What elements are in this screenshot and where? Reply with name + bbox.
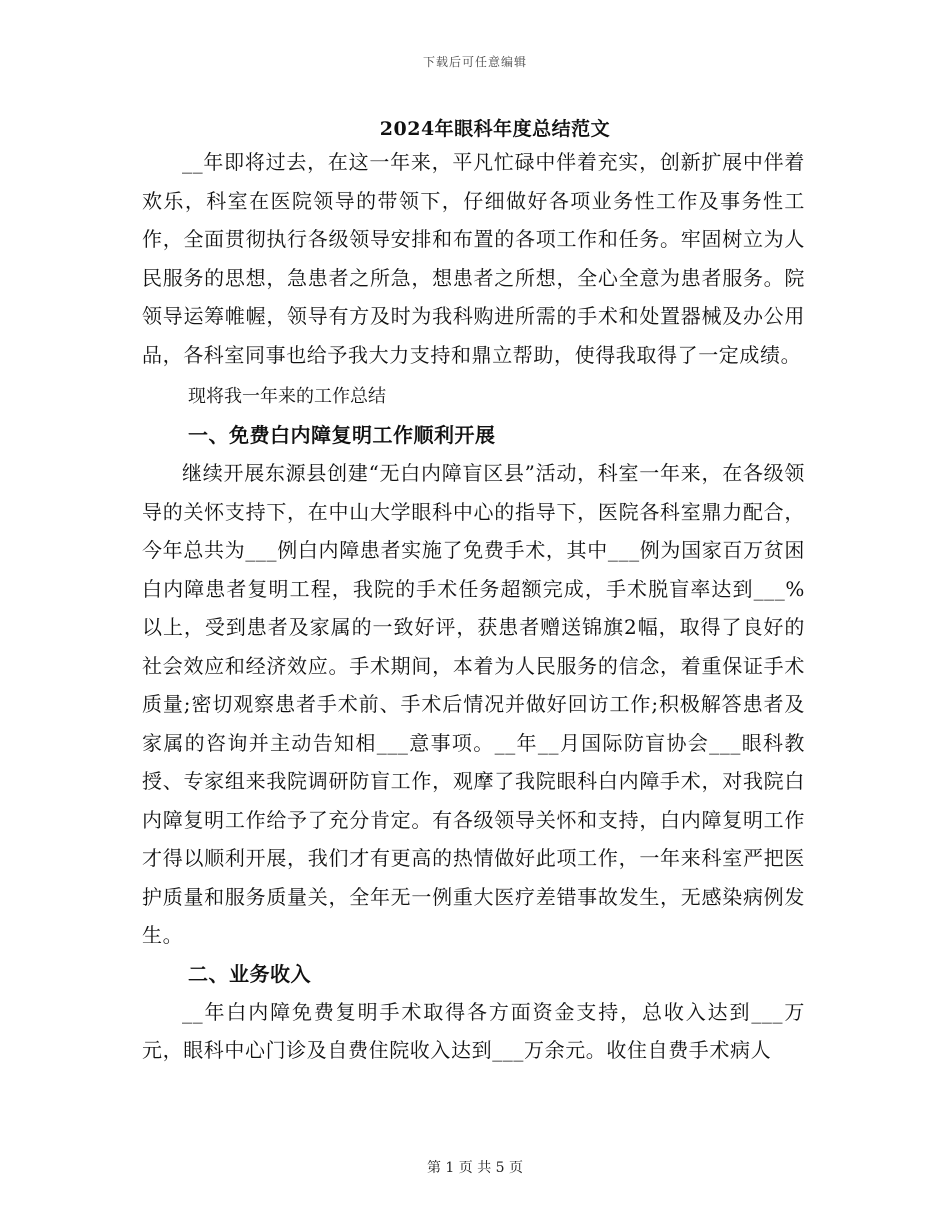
document-title: 2024年眼科年度总结范文 bbox=[379, 118, 611, 140]
summary-lead-line: 现将我一年来的工作总结 bbox=[188, 386, 386, 407]
section-1-heading: 一、免费白内障复明工作顺利开展 bbox=[188, 423, 496, 447]
document-body bbox=[142, 143, 805, 1070]
section-2-heading: 二、业务收入 bbox=[188, 961, 311, 986]
section-2-paragraph: __年白内障免费复明手术取得各方面资金支持，总收入达到___万元，眼科中心门诊及自费住院收入达到___万余元。收住自费手术病人 bbox=[142, 999, 805, 1062]
header-note: 下载后可任意编辑 bbox=[422, 55, 527, 69]
section-1-paragraph: 继续开展东源县创建“无白内障盲区县”活动，科室一年来，在各级领导的关怀支持下，在中山大学眼科中心的指导下，医院各科室鼎力配合，今年总共为___例白内障患者实施了免费手术，其中___例为国家百万贫困白内障患者复明工程，我院的手术任务超额完成，手术脱盲率达到___%以上，受到患者及家属的一致好评，获患者赠送锦旗2幅，取得了良好的社会效应和经济效应。手术期间，本着为人民服务的信念，着重保证手术质量;密切观察患者手术前、手术后情况并做好回访工作;积极解答患者及家属的咨询并主动告知相___意事项。__年__月国际防盲协会___眼科教授、专家组来我院调研防盲工作，观摩了我院眼科白内障手术，对我院白内障复明工作给予了充分肯定。有各级领导关怀和支持，白内障复明工作才得以顺利开展，我们才有更高的热情做好此项工作，一年来科室严把医护质量和服务质量关，全年无一例重大医疗差错事故发生，无感染病例发生。 bbox=[142, 461, 805, 947]
page-number: 第 1 页 共 5 页 bbox=[426, 1160, 524, 1176]
intro-paragraph: __年即将过去，在这一年来，平凡忙碌中伴着充实，创新扩展中伴着欢乐，科室在医院领导的带领下，仔细做好各项业务性工作及事务性工作，全面贯彻执行各级领导安排和布置的各项工作和任务。牢固树立为人民服务的思想，急患者之所急，想患者之所想，全心全意为患者服务。院领导运筹帷幄，领导有方及时为我科购进所需的手术和处置器械及办公用品，各科室同事也给予我大力支持和鼎立帮助，使得我取得了一定成绩。 bbox=[142, 150, 805, 367]
